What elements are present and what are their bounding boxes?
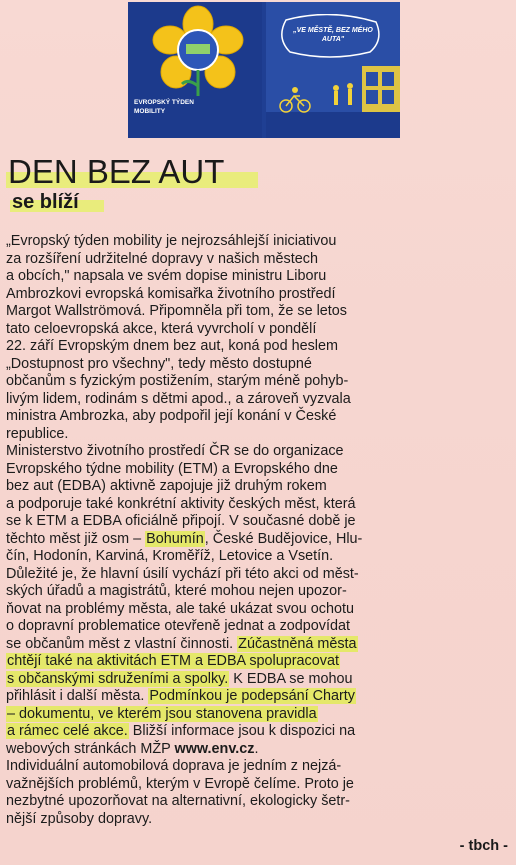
street-scene-icon <box>266 60 400 138</box>
body-line: ministra Ambrozka, aby podpořil její konání v České <box>6 408 337 424</box>
flower-logo-icon <box>148 4 248 100</box>
article-subheading: se blíží <box>12 191 79 213</box>
author-signature: - tbch - <box>459 838 508 854</box>
body-line: a podporuje také konkrétní aktivity českých měst, která <box>6 495 356 512</box>
body-line <box>6 671 512 689</box>
body-line: nezbytné upozorňovat na alternativní, ekologicky šetr- <box>6 793 350 809</box>
body-line <box>6 706 512 724</box>
body-line <box>6 688 512 706</box>
mobility-week-banner <box>128 2 400 138</box>
body-text: se občanům měst z vlastní činnosti. <box>6 635 238 652</box>
body-line <box>6 723 512 741</box>
body-line: občanům s fyzickým postižením, starým méně pohyb- <box>6 373 349 389</box>
banner-left-caption: EVROPSKÝ TÝDEN MOBILITY <box>134 99 194 115</box>
body-line: čín, Hodonín, Karviná, Kroměříž, Letovice a Vsetín. <box>6 548 334 564</box>
body-line: Evropského týdne mobility (ETM) a Evropského dne <box>6 460 338 477</box>
body-line: bez aut (EDBA) aktivně zapojuje již druhým rokem <box>6 478 327 494</box>
body-line <box>6 636 512 654</box>
body-line: 22. září Evropským dnem bez aut, koná pod heslem <box>6 338 338 354</box>
body-line: Ministerstvo životního prostředí ČR se do organizace <box>6 443 344 459</box>
highlight-bohumin: Bohumín <box>146 530 204 547</box>
body-line: livým lidem, rodinám s dětmi apod., a zároveň vyzvala <box>6 390 351 407</box>
body-text: . <box>254 740 259 757</box>
highlight-text: Zúčastněná města <box>238 635 357 652</box>
body-line <box>6 741 512 759</box>
body-line: Důležité je, že hlavní úsilí vychází při této akci od měst- <box>6 565 359 582</box>
banner-slogan: „VE MĚSTĚ, BEZ MÉHO AUTA" <box>293 27 373 43</box>
body-text: přihlásit i další města. <box>6 688 149 704</box>
body-text: Bližší informace jsou k dispozici na <box>128 723 356 739</box>
highlight-text: a rámec celé akce. <box>7 723 128 739</box>
website-link[interactable]: www.env.cz <box>174 740 255 757</box>
body-text: K EDBA se mohou <box>229 670 353 687</box>
article-headline: DEN BEZ AUT <box>8 153 225 190</box>
highlight-text: chtějí také na aktivitách ETM a EDBA spolupracovat <box>7 653 339 669</box>
body-line: a obcích," napsala ve svém dopise ministru Liboru <box>6 268 327 284</box>
highlight-text: – dokumentu, ve kterém jsou stanovena pravidla <box>7 705 317 722</box>
body-line: ských úřadů a magistrátů, které mohou nejen upozor- <box>6 583 347 599</box>
body-line: „Evropský týden mobility je nejrozsáhlejší iniciativou <box>6 233 337 249</box>
body-text: těchto měst již osm – <box>6 530 146 547</box>
body-line <box>6 653 512 671</box>
body-line: nější způsoby dopravy. <box>6 810 153 827</box>
body-line: ňovat na problémy města, ale také ukázat svou ochotu <box>6 600 354 617</box>
body-line: o dopravní problematice otevřeně jednat a zodpovídat <box>6 618 351 634</box>
body-text: , České Budějovice, Hlu- <box>204 530 363 547</box>
body-line: republice. <box>6 425 69 442</box>
body-line: Margot Wallströmová. Připomněla při tom, že se letos <box>6 303 347 319</box>
body-line: za rozšíření udržitelné dopravy v našich městech <box>6 250 318 267</box>
body-line: se k ETM a EDBA oficiálně připojí. V současné době je <box>6 513 356 529</box>
body-line: tato celoevropská akce, která vyvrcholí v pondělí <box>6 320 317 337</box>
body-line: važnějších problémů, kterým v Evropě čelíme. Proto je <box>6 775 354 792</box>
body-line <box>6 531 512 549</box>
article-body <box>6 233 512 828</box>
body-text: webových stránkách MŽP <box>6 740 175 757</box>
body-line: Ambrozkovi evropská komisařka životního prostředí <box>6 285 336 302</box>
body-line: Individuální automobilová doprava je jedním z nejzá- <box>6 758 342 774</box>
highlight-text: s občanskými sdruženími a spolky. <box>7 670 229 687</box>
highlight-text: Podmínkou je podepsání Charty <box>149 688 355 704</box>
body-line: „Dostupnost pro všechny", tedy město dostupné <box>6 355 312 372</box>
